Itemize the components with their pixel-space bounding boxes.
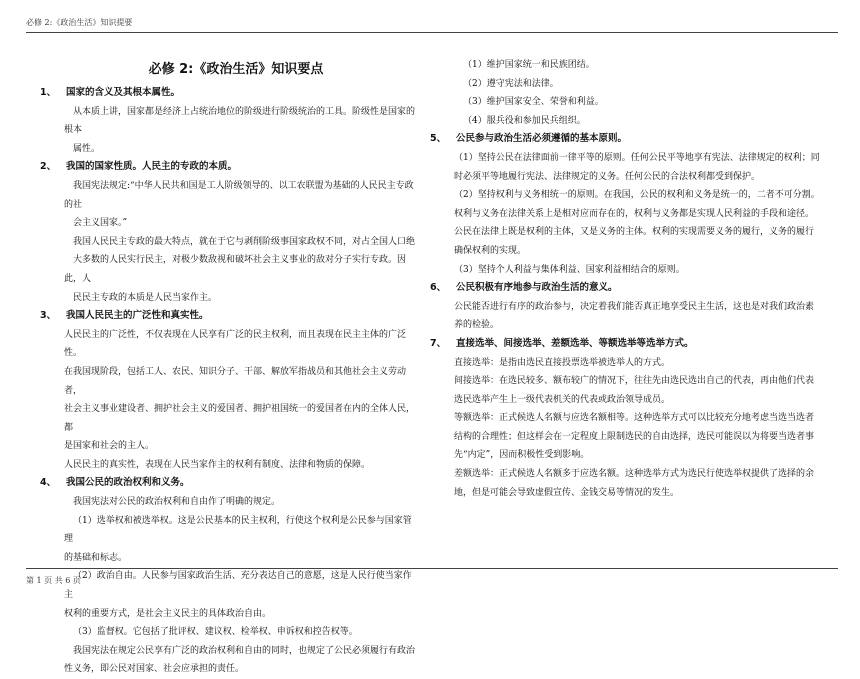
paragraph-line: （1）坚持公民在法律面前一律平等的原则。任何公民平等地享有宪法、法律规定的权利；同 (454, 152, 820, 163)
right-column (430, 56, 834, 502)
paragraph-line: 养的检验。 (454, 320, 500, 331)
section-heading-4: 4、 我国公民的政治权利和义务。 (40, 477, 190, 489)
page-header: 必修 2:《政治生活》知识提要 (26, 17, 838, 33)
page-footer: 第 1 页 共 6 页 (26, 568, 838, 586)
paragraph-line: 我国人民民主专政的最大特点，就在于它与剥削阶级事国家政权不同，对占全国人口绝 (73, 236, 416, 247)
page-title: 必修 2:《政治生活》知识要点 (148, 62, 324, 77)
paragraph-line: 差额选举：正式候选人名额多于应选名额。这种选举方式为选民行使选举权提供了选择的余 (454, 469, 815, 480)
paragraph-line: 属性。 (73, 143, 101, 154)
paragraph-line: 我国宪法在规定公民享有广泛的政治权利和自由的同时，也规定了公民必须履行有政治 (73, 645, 416, 656)
section-heading-5: 5、 公民参与政治生活必须遵循的基本原则。 (430, 133, 628, 145)
list-item: （2）遵守宪法和法律。 (463, 78, 559, 89)
paragraph-line: 先“内定”，因而积极性受到影响。 (454, 450, 590, 461)
paragraph-line: 公民在法律上既是权利的主体，又是义务的主体。权利的实现需要义务的履行，义务的履行 (454, 227, 815, 238)
paragraph-line: （3）监督权。它包括了批评权、建议权、检举权、申诉权和控告权等。 (73, 627, 358, 638)
paragraph-line: 在我国现阶段，包括工人、农民、知识分子、干部、解放军指战员和其他社会主义劳动者， (64, 366, 407, 396)
paragraph-line: 选民选举产生上一级代表机关的代表或政治领导成员。 (454, 394, 671, 405)
paragraph-line: 确保权利的实现。 (454, 245, 527, 256)
paragraph-line: （1）选举权和被选举权。这是公民基本的民主权利，行使这个权利是公民参与国家管理 (64, 515, 412, 545)
paragraph-line: 民民主专政的本质是人民当家作主。 (73, 292, 218, 303)
paragraph-line: 从本质上讲，国家都是经济上占统治地位的阶级进行阶级统治的工具。阶级性是国家的根本 (64, 106, 416, 136)
paragraph-line: 我国宪法规定:“中华人民共和国是工人阶级领导的、以工农联盟为基础的人民民主专政的社 (64, 180, 414, 210)
paragraph-line: 公民能否进行有序的政治参与，决定着我们能否真正地享受民主生活，这也是对我们政治素 (454, 301, 815, 312)
section-heading-7: 7、 直接选举、间接选举、差额选举、等额选举等选举方式。 (430, 337, 694, 349)
section-heading-6: 6、 公民积极有序地参与政治生活的意义。 (430, 282, 618, 294)
list-item: （4）服兵役和参加民兵组织。 (463, 115, 586, 126)
paragraph-line: 时必须平等地履行宪法、法律规定的义务。任何公民的合法权利都受到保护。 (454, 171, 761, 182)
section-heading-3: 3、 我国人民民主的广泛性和真实性。 (40, 310, 209, 322)
paragraph-line: 地，但是可能会导致虚假宣传、金钱交易等情况的发生。 (454, 487, 680, 498)
paragraph-line: 权利与义务在法律关系上是相对应而存在的，权利与义务都是实现人民利益的手段和途径。 (454, 208, 815, 219)
list-item: （3）维护国家安全、荣誉和利益。 (463, 97, 604, 108)
paragraph-line: 性义务，即公民对国家、社会应承担的责任。 (64, 664, 245, 675)
paragraph-line: 的基础和标志。 (64, 552, 128, 563)
list-item: （1）维护国家统一和民族团结。 (463, 60, 595, 70)
paragraph-line: 人民民主的广泛性，不仅表现在人民享有广泛的民主权利，而且表现在民主主体的广泛性。 (64, 329, 407, 359)
section-heading-2: 2、 我国的国家性质。人民主的专政的本质。 (40, 161, 238, 173)
section-heading-1: 1、 国家的含义及其根本属性。 (40, 87, 181, 98)
paragraph-line: 人民民主的真实性，表现在人民当家作主的权利有制度、法律和物质的保障。 (64, 459, 371, 470)
paragraph-line: 社会主义事业建设者、拥护社会主义的爱国者、拥护祖国统一的爱国者在内的全体人民，都 (64, 404, 416, 433)
paragraph-line: 是国家和社会的主人。 (64, 441, 155, 452)
paragraph-line: 等额选举：正式候选人名额与应选名额相等。这种选举方式可以比较充分地考虑当选当选者 (454, 413, 815, 424)
paragraph-line: 间接选举：在选民较多、额布较广的情况下，往往先由选民选出自己的代表，再由他们代表 (454, 376, 815, 387)
paragraph-line: （3）坚持个人利益与集体利益、国家利益相结合的原则。 (454, 264, 685, 275)
paragraph-line: 我国宪法对公民的政治权利和自由作了明确的规定。 (73, 497, 281, 508)
paragraph-line: 权利的重要方式，是社会主义民主的具体政治自由。 (64, 608, 272, 619)
paragraph-line: 会主义国家。” (73, 218, 128, 229)
paragraph-line: （2）坚持权利与义务相统一的原则。在我国，公民的权利和义务是统一的，二者不可分割。 (454, 190, 820, 201)
paragraph-line: 结构的合理性；但这样会在一定程度上限制选民的自由选择，选民可能误以为将要当选者事 (454, 431, 815, 442)
paragraph-line: 大多数的人民实行民主，对极少数敌视和破坏社会主义事业的敌对分子实行专政。因此，人 (64, 255, 407, 284)
paragraph-line: 直接选举：是指由选民直接投票选举被选举人的方式。 (454, 357, 671, 368)
paragraph-line: （2）政治自由。人民参与国家政治生活、充分表达自己的意愿，这是人民行使当家作主 (64, 571, 412, 601)
